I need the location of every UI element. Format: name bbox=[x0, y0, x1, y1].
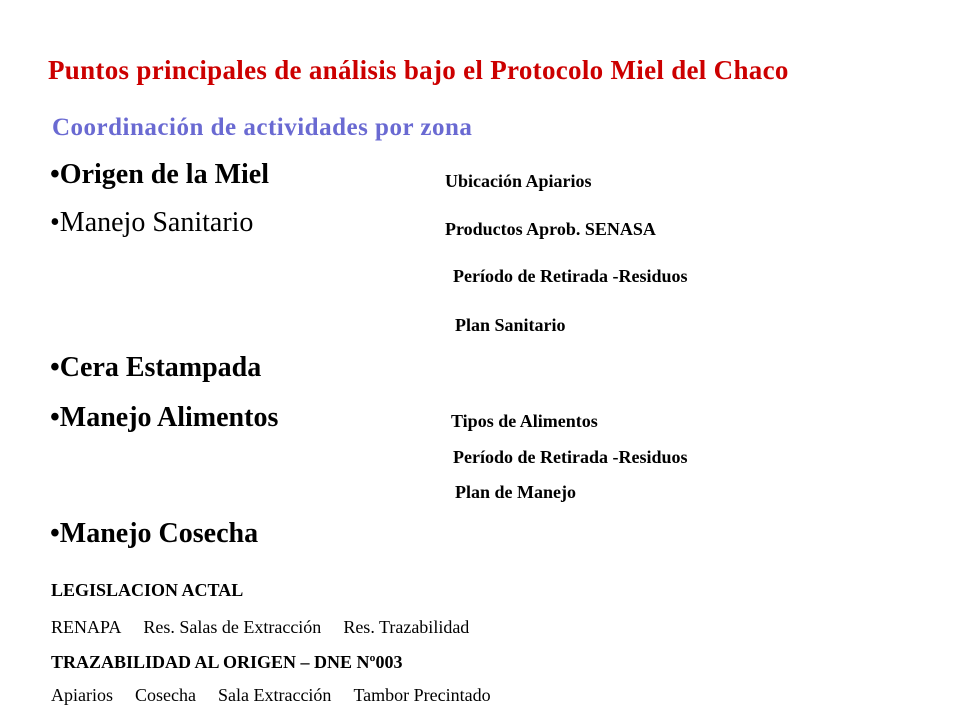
item-manejo-alimentos: •Manejo Alimentos bbox=[50, 402, 279, 433]
traceability-item: Apiarios bbox=[51, 685, 113, 705]
traceability-heading: TRAZABILIDAD AL ORIGEN – DNE Nº003 bbox=[51, 652, 403, 672]
legislation-item: Res. Trazabilidad bbox=[343, 617, 470, 637]
detail-plan-manejo: Plan de Manejo bbox=[455, 482, 576, 502]
legislation-item: Res. Salas de Extracción bbox=[143, 617, 322, 637]
detail-tipos-alimentos: Tipos de Alimentos bbox=[451, 411, 598, 431]
traceability-item: Cosecha bbox=[135, 685, 196, 705]
legislation-heading: LEGISLACION ACTAL bbox=[51, 580, 244, 600]
legislation-list bbox=[51, 617, 469, 638]
detail-ubicacion-apiarios: Ubicación Apiarios bbox=[445, 171, 592, 191]
traceability-item: Tambor Precintado bbox=[353, 685, 491, 705]
traceability-list bbox=[51, 685, 491, 706]
legislation-item: RENAPA bbox=[51, 617, 122, 637]
detail-periodo-retirada-alimentos: Período de Retirada -Residuos bbox=[453, 447, 688, 467]
item-manejo-cosecha: •Manejo Cosecha bbox=[50, 518, 259, 549]
detail-productos-senasa: Productos Aprob. SENASA bbox=[445, 219, 656, 239]
detail-periodo-retirada-sanitario: Período de Retirada -Residuos bbox=[453, 266, 688, 286]
detail-plan-sanitario: Plan Sanitario bbox=[455, 315, 566, 335]
slide-title: Puntos principales de análisis bajo el Protocolo Miel del Chaco bbox=[48, 55, 789, 85]
item-manejo-sanitario: •Manejo Sanitario bbox=[50, 207, 254, 238]
traceability-item: Sala Extracción bbox=[217, 685, 332, 705]
slide-subtitle: Coordinación de actividades por zona bbox=[52, 114, 473, 141]
item-origen-miel: •Origen de la Miel bbox=[50, 159, 269, 190]
item-cera-estampada: •Cera Estampada bbox=[50, 352, 262, 383]
